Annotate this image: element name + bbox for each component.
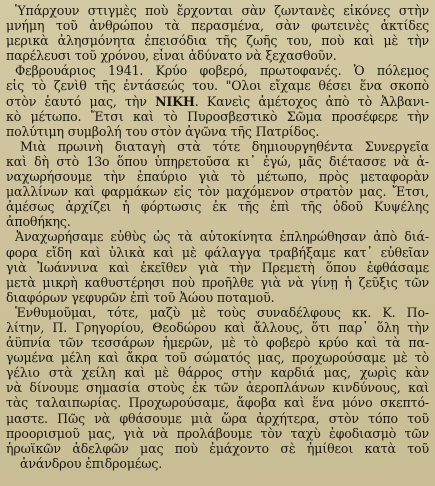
- text-line: κὸ μέτωπο. Ἔτσι καὶ τὸ Πυροσβεστικὸ Σῶμα προσέφερε τὴν: [6, 108, 429, 124]
- text-line: διαφόρων γεφυρῶν ἐπὶ τοῦ Ἀώου ποταμοῦ.: [6, 289, 275, 305]
- text-line: φορα εἴδη καὶ ὑλικὰ καὶ μὲ φάλαγγα τραβήξαμε κατ᾽ εὐθεῖαν: [6, 244, 429, 260]
- document-body: [6, 3, 429, 471]
- paragraph: [6, 229, 429, 304]
- emphasis-word: ΝΙΚΗ: [155, 93, 195, 109]
- text-line: μαλλίνων καὶ φαρμάκων εἰς τὸν μαχόμενον στρατὸν μας. Ἔτσι,: [6, 184, 429, 200]
- text-line: λίτην, Π. Γρηγορίου, Θεοδώρου καὶ ἄλλους, ὅτι παρ᾽ ὅλη τὴν: [6, 319, 429, 335]
- text-line: ναχωρήσουμε τὴν ἐπαύριο γιὰ τὸ μέτωπο, πρὸς μεταφορὰν: [6, 169, 429, 185]
- text-line: μετὰ μικρὴ καθυστέρησι ποὺ προῆλθε γιὰ νὰ γίνῃ ἡ ζεῦξις τῶν: [6, 274, 429, 290]
- text-line: τὰς ταλαιπωρίας. Προχωρούσαμε, ἄφοβα καὶ ἕνα μόνο σκεπτό-: [6, 395, 429, 411]
- text-line: Ἐνθυμοῦμαι, τότε, μαζὺ μὲ τοὺς συναδέλφους κκ. Κ. Πο-: [15, 304, 429, 320]
- text-line: πολύτιμη συμβολή του στὸν ἀγῶνα τῆς Πατρίδος.: [6, 123, 320, 139]
- text-line: γωμένα μέλη καὶ ἄκρα τοῦ σώματός μας, προχωρούσαμε μὲ τὸ: [6, 350, 429, 366]
- text-line: στὸν ἑαυτό μας, τὴν ΝΙΚΗ. Κανεὶς ἀμέτοχος ἀπὸ τὸ Ἀλβανι-: [6, 93, 429, 109]
- paragraph: [6, 139, 429, 230]
- paragraph: [6, 3, 429, 63]
- text-line: νὰ δίνουμε σημασία στοὺς ἐκ τῶν ἀεροπλάνων κινδύνους, καὶ: [6, 380, 429, 396]
- text-line: Μιὰ πρωινὴ διαταγὴ στὰ τότε δημιουργηθέντα Συνεργεῖα: [20, 138, 429, 154]
- text-line: παρέλευσι τοῦ χρόνου, εἶναι ἀδύνατο νὰ ξεχασθοῦν.: [6, 48, 337, 64]
- text-line: ἀνάνδρου ἐπιδρομέως.: [20, 455, 163, 471]
- text-line: Ἀναχωρήσαμε εὐθὺς ὡς τὰ αὐτοκίνητα ἐπληρώθησαν ἀπὸ διά-: [15, 229, 429, 245]
- text-line: ἡρωϊκῶν ἀδελφῶν μας ποὺ ἐμάχοντο σὲ ἡμίθεοι κατὰ τοῦ: [6, 440, 429, 456]
- text-line: μνήμη τοῦ ἀνθρώπου τὰ περασμένα, σὰν φωτεινὲς ἀκτίδες: [6, 18, 429, 34]
- text-line: Φεβρουάριος 1941. Κρύο φοβερό, πρωτοφανές. Ὁ πόλεμος: [15, 63, 429, 79]
- text-line: προορισμοῦ μας, γιὰ νὰ προλάβουμε τὸν ταχὺ ἐφοδιασμὸ τῶν: [6, 425, 429, 441]
- text-line: μαστε. Πῶς νὰ φθάσουμε μιὰ ὥρα ἀρχήτερα, στὸν τόπο τοῦ: [6, 410, 429, 426]
- paragraph: [6, 305, 429, 471]
- text-line: ἀϋπνία τῶν τεσσάρων ἡμερῶν, μὲ τὸ φοβερὸ κρύο καὶ τὰ πα-: [6, 335, 429, 351]
- text-line: ἀποθήκης.: [6, 214, 71, 230]
- text-line: εἰς τὸ ζενὶθ τῆς ἐντάσεώς του. "Ολοι εἴχαμε θέσει ἕνα σκοπὸ: [6, 78, 429, 94]
- text-line: γέλιο στὰ χείλη καὶ μὲ θάρρος στὴν καρδιά μας, χωρὶς κὰν: [6, 365, 429, 381]
- text-line: ἀμέσως ἀρχίζει ἡ φόρτωσις ἐκ τῆς ἐπὶ τῆς ὁδοῦ Κυψέλης: [6, 199, 429, 215]
- text-line: μερικὰ ἀλησμόνητα ἐπεισόδια τῆς ζωῆς του, ποὺ καὶ μὲ τὴν: [6, 33, 429, 49]
- text-line: Ὑπάρχουν στιγμὲς ποὺ ἔρχονται σὰν ζωντανὲς εἰκόνες στὴν: [15, 3, 429, 18]
- text-line: γιὰ Ἰωάννινα καὶ ἐκεῖθεν γιὰ τὴν Πρεμετὴ ὅπου ἐφθάσαμε: [6, 259, 429, 275]
- paragraph: [6, 63, 429, 138]
- text-line: καὶ δὴ στὸ 13ο ὅπου ὑπηρετοῦσα κι᾽ ἐγώ, μᾶς διέτασσε νὰ ἀ-: [6, 153, 429, 169]
